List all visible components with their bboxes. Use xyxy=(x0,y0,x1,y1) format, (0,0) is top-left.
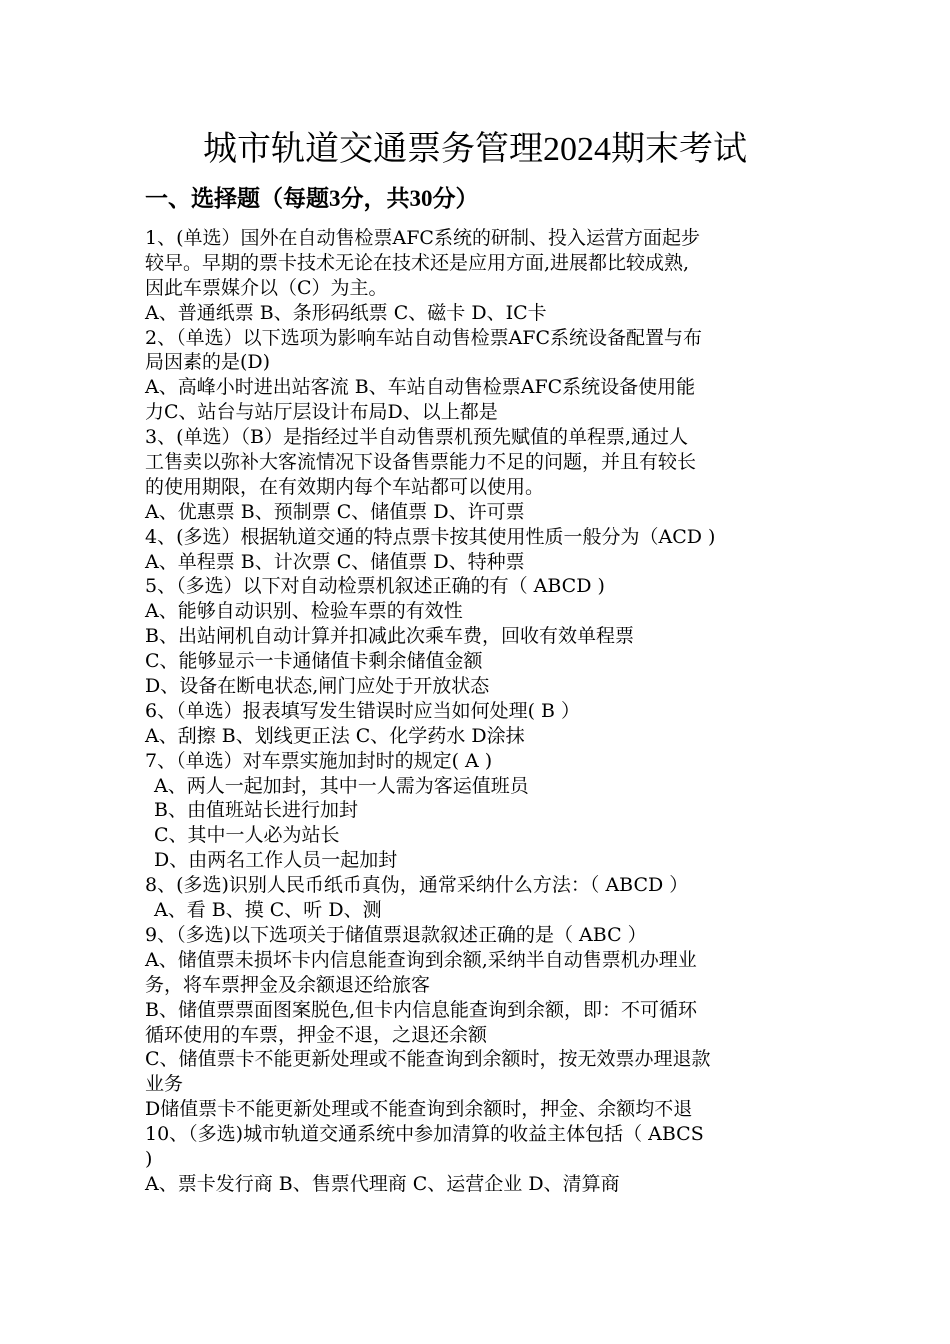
text-line: A、刮擦 B、划线更正法 C、化学药水 D涂抹 xyxy=(145,724,525,747)
document-title: 城市轨道交通票务管理2024期末考试 xyxy=(203,131,747,168)
text-line: 循环使用的车票，押金不退，之退还余额 xyxy=(145,1023,488,1046)
text-line: A、票卡发行商 B、售票代理商 C、运营企业 D、清算商 xyxy=(145,1172,620,1195)
text-line: 工售卖以弥补大客流情况下设备售票能力不足的问题，并且有较长 xyxy=(145,451,697,474)
text-line: 3、(单选）（B）是指经过半自动售票机预先赋值的单程票,通过人 xyxy=(145,426,689,449)
text-line: A、看 B、摸 C、听 D、测 xyxy=(154,899,382,922)
text-line: B、出站闸机自动计算并扣减此次乘车费，回收有效单程票 xyxy=(145,625,634,648)
text-line: A、单程票 B、计次票 C、储值票 D、特种票 xyxy=(145,550,525,573)
text-line: 10、（多选)城市轨道交通系统中参加清算的收益主体包括（ ABCS xyxy=(145,1123,704,1146)
text-line: 因此车票媒介以（C）为主。 xyxy=(145,276,388,299)
text-line: D、由两名工作人员一起加封 xyxy=(154,849,398,872)
text-line: C、储值票卡不能更新处理或不能查询到余额时，按无效票办理退款 xyxy=(145,1048,711,1071)
text-line: 8、(多选)识别人民币纸币真伪，通常采纳什么方法：（ ABCD ） xyxy=(145,874,689,897)
text-line: A、高峰小时进出站客流 B、车站自动售检票AFC系统设备使用能 xyxy=(145,376,696,399)
text-line: B、由值班站长进行加封 xyxy=(154,799,358,822)
text-line: 9、（多选)以下选项关于储值票退款叙述正确的是（ ABC ） xyxy=(145,923,647,946)
text-line: 2、（单选）以下选项为影响车站自动售检票AFC系统设备配置与布 xyxy=(145,326,703,349)
text-line: 4、(多选）根据轨道交通的特点票卡按其使用性质一般分为（ACD ) xyxy=(145,525,716,548)
text-line: D储值票卡不能更新处理或不能查询到余额时，押金、余额均不退 xyxy=(145,1098,693,1121)
text-line: A、能够自动识别、检验车票的有效性 xyxy=(145,600,463,623)
text-line: 较早。早期的票卡技术无论在技术还是应用方面,进展都比较成熟, xyxy=(145,251,690,274)
text-line: 力C、站台与站厅层设计布局D、以上都是 xyxy=(145,401,498,424)
text-line: C、能够显示一卡通储值卡剩余储值金额 xyxy=(145,650,483,673)
text-line: D、设备在断电状态,闸门应处于开放状态 xyxy=(145,675,490,698)
text-line: A、储值票未损坏卡内信息能查询到余额,采纳半自动售票机办理业 xyxy=(145,948,697,971)
text-line: 5、（多选）以下对自动检票机叙述正确的有（ ABCD ) xyxy=(145,575,605,598)
section-heading: 一、选择题（每题3分，共30分） xyxy=(145,186,479,211)
text-line: 6、（单选）报表填写发生错误时应当如何处理( B ） xyxy=(145,699,581,722)
text-line: B、储值票票面图案脱色,但卡内信息能查询到余额，即：不可循环 xyxy=(145,998,698,1021)
text-line: 务，将车票押金及余额退还给旅客 xyxy=(145,973,431,996)
text-line: ) xyxy=(145,1147,153,1170)
text-line: A、普通纸票 B、条形码纸票 C、磁卡 D、IC卡 xyxy=(145,301,547,324)
text-line: 局因素的是(D) xyxy=(145,351,271,374)
text-line: 业务 xyxy=(145,1073,184,1096)
text-line: A、优惠票 B、预制票 C、储值票 D、许可票 xyxy=(145,500,525,523)
text-line: 7、（单选）对车票实施加封时的规定( A ) xyxy=(145,749,493,772)
text-line: A、两人一起加封，其中一人需为客运值班员 xyxy=(154,774,529,797)
text-line: 1、(单选）国外在自动售检票AFC系统的研制、投入运营方面起步 xyxy=(145,227,700,249)
question-list xyxy=(145,226,815,1197)
text-line: C、其中一人必为站长 xyxy=(154,824,340,847)
text-line: 的使用期限，在有效期内每个车站都可以使用。 xyxy=(145,475,545,498)
